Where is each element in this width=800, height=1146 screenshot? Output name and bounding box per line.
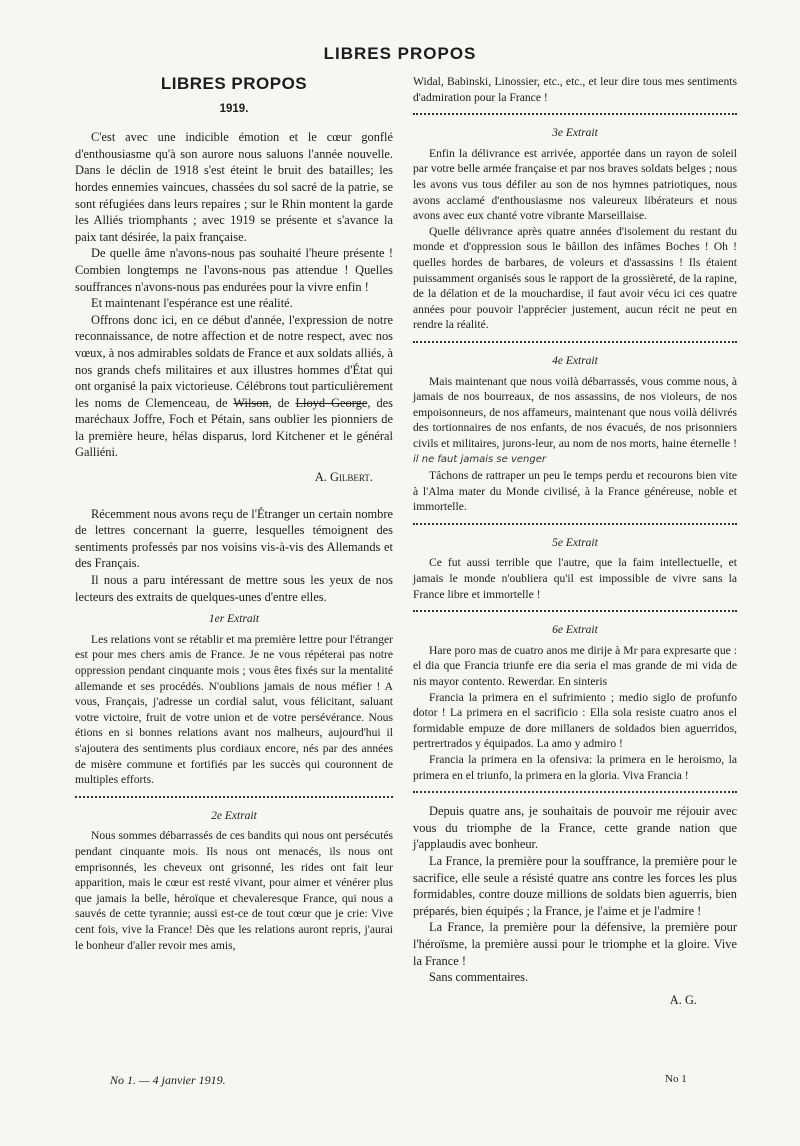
left-column — [75, 74, 393, 953]
extrait-text: Francia la primera en el sufrimiento ; medio siglo de profunfo dotor ! La primera en el sacrificio : Ella sola resiste cuatro anos el formidable empuze de dore millaners de soldados bien aguerridos, pertrertrados y équipados. La amo y admiro ! — [413, 690, 737, 751]
right-column — [413, 74, 737, 1008]
extrait-label: 6e Extrait — [552, 624, 598, 637]
dotted-divider — [413, 791, 737, 793]
extrait-text: Mais maintenant que nous voilà débarrassés, vous comme nous, à jamais de nos bourreaux, de nos assassins, de nos violeurs, de nos empoisonneurs, de nos affameurs, maintenant que nous voilà délivrés des tortionnaires de nos enfants, de nos évacués, de nos prisonniers civils et militaires, jurons-leur, au nom de nos morts, haine éternelle ! il ne faut jamais se venger — [413, 374, 737, 466]
struck-name: Wilson — [233, 395, 269, 410]
offrons-paragraph: Offrons donc ici, en ce début d'année, l'expression de notre reconnaissance, de notre affection et de notre respect, avec nos vœux, à nos admirables soldats de France et aux soldats alliés, à nos grands chefs militaires et aux illustres hommes d'État qui ont organisé la paix victorieuse. Célébrons tout particulièrement les noms de Clemenceau, de Wilson, de Lloyd George, des maréchaux Joffre, Foch et Pétain, sans oublier les pionniers de la première heure, hélas disparus, lord Kitchener et le général Galliéni. — [75, 312, 393, 460]
sans-commentaires: Sans commentaires. — [429, 970, 529, 985]
letters-intro: Il nous a paru intéressant de mettre sous les yeux de nos lecteurs des extraits de quelques-unes d'entre elles. — [75, 573, 393, 604]
article-title: LIBRES PROPOS — [160, 74, 308, 93]
extrait-label: 2e Extrait — [211, 809, 257, 822]
intro-paragraph: De quelle âme n'avons-nous pas souhaité l'heure présente ! Combien longtemps ne l'avons-nous pas attendue ! Quelles souffrances n'avons-nous pas endurées pour la vivre enfin ! — [75, 246, 393, 294]
extrait-text: Nous sommes débarrassés de ces bandits qui nous ont persécutés pendant cinquante mois. Ils nous ont menacés, ils nous ont emprisonnés, les cheveux ont grisonné, les rides ont fait leur apparition, mais le cœur est resté vivant, pour aimer et vénérer plus que jamais la belle, héroïque et chevaleresque France, qui nous a sauvés de cette tyrannie; aussi est-ce de tout cœur que je crie: Vive cent fois, vive la France! Dès que les relations auront repris, j'aurai le bonheur d'aller revoir mes amis, — [75, 829, 393, 952]
closing-paragraph: Depuis quatre ans, je souhaitais de pouvoir me réjouir avec vous du triomphe de la France, cette grande nation que j'applaudis avec bonheur. — [413, 804, 737, 852]
struck-name: Lloyd George — [295, 395, 368, 410]
extrait-text: Hare poro mas de cuatro anos me dirije à Mr para expresarte que : el dia que Francia triunfe ere dia seria el mas grande de mi vida de nis mayor contento. Rewerdar. En sinteris — [413, 643, 737, 688]
extrait-label: 1er Extrait — [208, 613, 260, 626]
intro-paragraph: Et maintenant l'espérance est une réalité. — [91, 296, 293, 311]
handwritten-note: il ne faut jamais se venger — [413, 454, 546, 466]
dotted-divider — [413, 341, 737, 343]
extrait-label: 3e Extrait — [552, 127, 598, 140]
dotted-divider — [413, 610, 737, 612]
extrait-text: Enfin la délivrance est arrivée, apportée dans un rayon de soleil par votre belle armée française et par nos braves soldats belges ; nous les avons vus tous défiler au son de nos hymnes patriotiques, nous avons acclamé d'enthousiasme nos valeureux libérateurs et nous avons avec eux chanté votre vibrante Marseillaise. — [413, 146, 737, 223]
dotted-divider — [413, 523, 737, 525]
dotted-divider — [413, 113, 737, 115]
extrait-text: Quelle délivrance après quatre années d'isolement du restant du monde et d'oppression sous le bâillon des infâmes Boches ! Oh ! quelles hordes de barbares, de voleurs et d'assassins ! Ils étaient puissamment organisés sous le rapport de la grossièreté, de la rapine, de la délation et de la mouchardise, il faut avoir vécu ici ces quatre années pour pouvoir l'apprécier justement, aucun récit ne peut en rendre la réalité. — [413, 224, 737, 332]
letters-intro: Récemment nous avons reçu de l'Étranger un certain nombre de lettres concernant la guerre, lesquelles témoignent des sentiments professés par nos voisins vis-à-vis des Allemands et des Français. — [75, 506, 393, 571]
extrait-text: Tâchons de rattraper un peu le temps perdu et recourons bien vite à l'Alma mater du Monde civilisé, à la France généreuse, noble et immortelle. — [413, 469, 737, 514]
running-head: LIBRES PROPOS — [323, 44, 477, 63]
closing-paragraph: La France, la première pour la souffrance, la première pour le sacrifice, elle seule a résisté quatre ans contre les forces les plus formidables, contre douze millions de soldats bien aguerris, bien préparés, bien équipés ; la France, je l'aime et je l'admire ! — [413, 853, 737, 918]
dotted-divider — [75, 796, 393, 798]
extrait-text: Ce fut aussi terrible que l'autre, que la faim intellectuelle, et jamais le monde n'oubliera qu'il est impossible de vivre sans la France libre et immortelle ! — [413, 556, 737, 601]
intro-paragraph: C'est avec une indicible émotion et le cœur gonflé d'enthousiasme qu'à son aurore nous saluons l'année nouvelle. Dans le déclin de 1918 s'est éteint le bruit des batailles; les hordes ennemies vaincues, chassées du sol sacré de la patrie, se sont réfugiées dans leurs repaires ; sur le Rhin montent la garde les Alliés triomphants ; avec 1919 se présente et s'avance la paix tant désirée, la paix française. — [75, 130, 393, 244]
continued-text: Widal, Babinski, Linossier, etc., etc., et leur dire tous mes sentiments d'admiration pour la France ! — [413, 75, 737, 104]
extrait-text: Francia la primera en la ofensiva: la primera en le heroismo, la primera en el triunfo, la primera en la gloria. Viva Francia ! — [413, 752, 737, 782]
signature: A. G. — [669, 992, 697, 1007]
closing-paragraph: La France, la première pour la défensive, la première pour l'héroïsme, la première aussi pour le triomphe et la gloire. Vive la France ! — [413, 920, 737, 968]
signature: A. Gilbert. — [314, 470, 373, 485]
issue-footer: No 1. — 4 janvier 1919. — [110, 1073, 226, 1087]
issue-number: No 1 — [665, 1073, 687, 1085]
extrait-label: 5e Extrait — [552, 536, 598, 549]
article-year: 1919. — [219, 102, 249, 115]
extrait-text: Les relations vont se rétablir et ma première lettre pour l'étranger est pour mes chers amis de France. Je ne vous répéterai pas notre oppression pendant cinquante mois ; vous êtes fixés sur la mentalité allemande et ses procédés. N'oublions jamais de nous méfier ! A vous, Français, j'adresse un cordial salut, vous félicitant, saluant votre victoire, fruit de votre union et de votre persévérance. Nous étions en si bonnes relations avant nos malheurs, aujourd'hui il s'ajoutera des sentiments plus cordiaux encore, nés par des années de misère commune et fortifiés par les succès qui couronnent de multiples efforts. — [75, 632, 393, 787]
extrait-label: 4e Extrait — [552, 354, 598, 367]
